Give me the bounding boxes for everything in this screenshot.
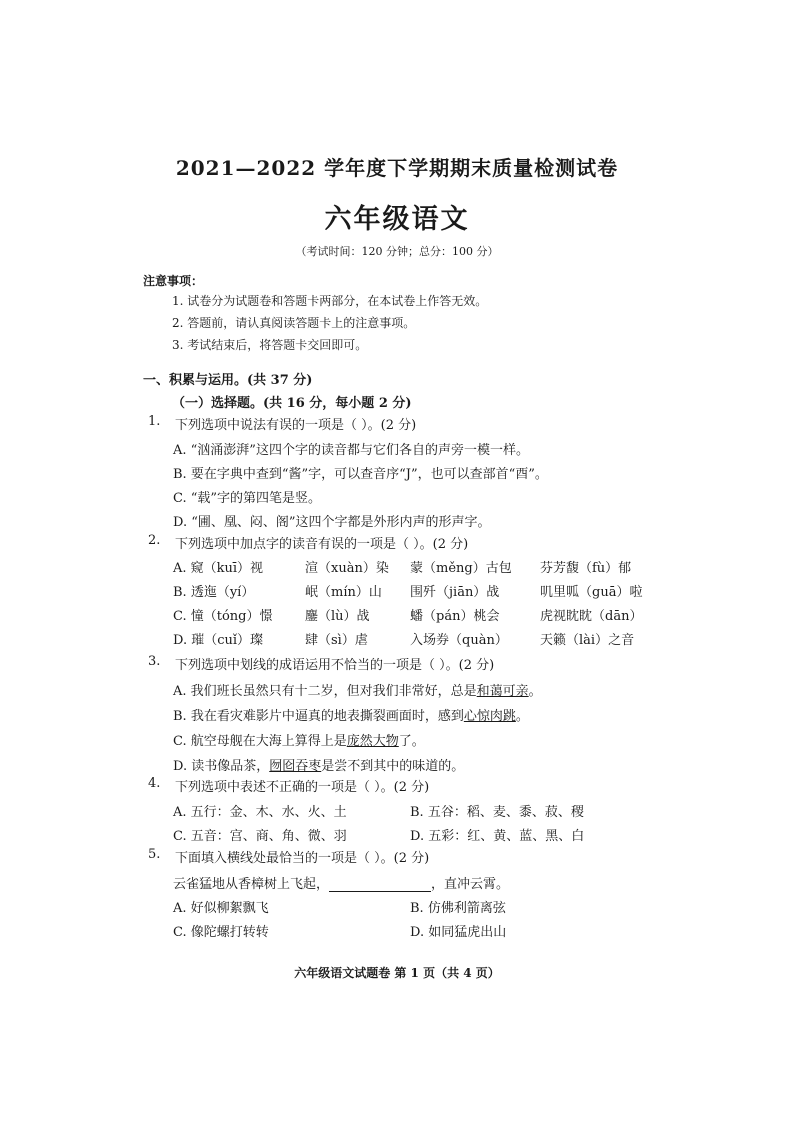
option-cell: 肆（sì）虐 (305, 633, 368, 648)
question-stem: 下面填入横线处最恰当的一项是（ ）。(2 分) (175, 851, 430, 866)
underlined-idiom: 囫囵吞枣 (269, 759, 322, 774)
option-cell: 天籁（lài）之音 (540, 633, 635, 648)
option-cell: D. 璀（cuǐ）璨 (173, 633, 264, 648)
question-number: 2. (148, 533, 161, 548)
option: C. “载”字的第四笔是竖。 (173, 491, 322, 506)
option: C. 五音：宫、商、角、微、羽 (173, 829, 347, 844)
option-text: 。 (528, 684, 542, 699)
underlined-idiom: 和蔼可亲 (476, 684, 529, 699)
option: A. 好似柳絮飘飞 (173, 901, 269, 916)
option-cell: B. 透迤（yí） (173, 585, 255, 600)
question-number: 5. (148, 847, 161, 862)
page-footer: 六年级语文试题卷 第 1 页（共 4 页） (294, 966, 500, 980)
option: D. “圃、凰、闷、阁”这四个字都是外形内声的形声字。 (173, 515, 491, 530)
option-cell: 蟠（pán）桃会 (410, 609, 500, 624)
section-title: 一、积累与运用。(共 37 分) (143, 373, 313, 388)
option-text: A. 我们班长虽然只有十二岁，但对我们非常好，总是 (173, 684, 477, 699)
option-cell: 围歼（jiān）战 (410, 585, 500, 600)
option-cell: C. 憧（tóng）憬 (173, 609, 273, 624)
option (173, 705, 529, 724)
question-number: 4. (148, 776, 161, 791)
option-cell: 鏖（lù）战 (305, 609, 370, 624)
question-number: 3. (148, 654, 161, 669)
answer-blank (329, 877, 431, 892)
option-cell: 叽里呱（guā）啦 (540, 585, 643, 600)
notice-item: 3. 考试结束后，将答题卡交回即可。 (172, 338, 368, 352)
notice-item: 2. 答题前，请认真阅读答题卡上的注意事项。 (172, 316, 416, 330)
exam-title: 2021—2022 学年度下学期期末质量检测试卷 (175, 156, 619, 180)
option: A. 五行：金、木、水、火、土 (173, 805, 347, 820)
notice-heading: 注意事项： (143, 274, 204, 288)
option-cell: 蒙（měng）古包 (410, 561, 512, 576)
option: B. 仿佛利箭离弦 (410, 901, 506, 916)
option-text: 了。 (398, 734, 425, 749)
option: B. 五谷：稻、麦、黍、菽、稷 (410, 805, 584, 820)
option-cell: 岷（mín）山 (305, 585, 382, 600)
option-text: 是尝不到其中的味道的。 (321, 759, 465, 774)
option-text: C. 航空母舰在大海上算得上是 (173, 734, 347, 749)
option-cell: 芬芳馥（fù）郁 (540, 561, 632, 576)
exam-info: （考试时间：120 分钟；总分：100 分） (295, 245, 499, 258)
option: D. 五彩：红、黄、蓝、黑、白 (410, 829, 585, 844)
question-number: 1. (148, 414, 161, 429)
question-stem: 下列选项中表述不正确的一项是（ ）。(2 分) (175, 780, 430, 795)
option: D. 如同猛虎出山 (410, 925, 507, 940)
option-text: B. 我在看灾难影片中逼真的地表撕裂画面时，感到 (173, 709, 464, 724)
option-text: 。 (515, 709, 529, 724)
option (173, 680, 542, 699)
question-stem: 下列选项中说法有误的一项是（ ）。(2 分) (175, 418, 417, 433)
option (173, 755, 464, 774)
subject-title: 六年级语文 (324, 204, 470, 235)
option-cell: 入场券（quàn） (410, 633, 508, 648)
option: C. 像陀螺打转转 (173, 925, 269, 940)
fill-sentence (173, 873, 509, 892)
question-stem: 下列选项中加点字的读音有误的一项是（ ）。(2 分) (175, 537, 469, 552)
option (173, 730, 425, 749)
option: A. “汹涌澎湃”这四个字的读音都与它们各自的声旁一模一样。 (173, 443, 529, 458)
notice-item: 1. 试卷分为试题卷和答题卡两部分，在本试卷上作答无效。 (172, 294, 488, 308)
subsection-title: （一）选择题。(共 16 分，每小题 2 分) (172, 396, 412, 411)
option-cell: 渲（xuàn）染 (305, 561, 389, 576)
sentence-text: ，直冲云霄。 (431, 877, 510, 892)
sentence-text: 云雀猛地从香樟树上飞起， (173, 877, 330, 892)
option-text: D. 读书像品茶， (173, 759, 270, 774)
option-cell: A. 窥（kuī）视 (173, 561, 264, 576)
underlined-idiom: 心惊肉跳 (463, 709, 516, 724)
option-cell: 虎视眈眈（dān） (540, 609, 643, 624)
option: B. 要在字典中查到“酱”字，可以查音序“J”，也可以查部首“酉”。 (173, 467, 548, 482)
question-stem: 下列选项中划线的成语运用不恰当的一项是（ ）。(2 分) (175, 658, 495, 673)
underlined-idiom: 庞然大物 (346, 734, 399, 749)
